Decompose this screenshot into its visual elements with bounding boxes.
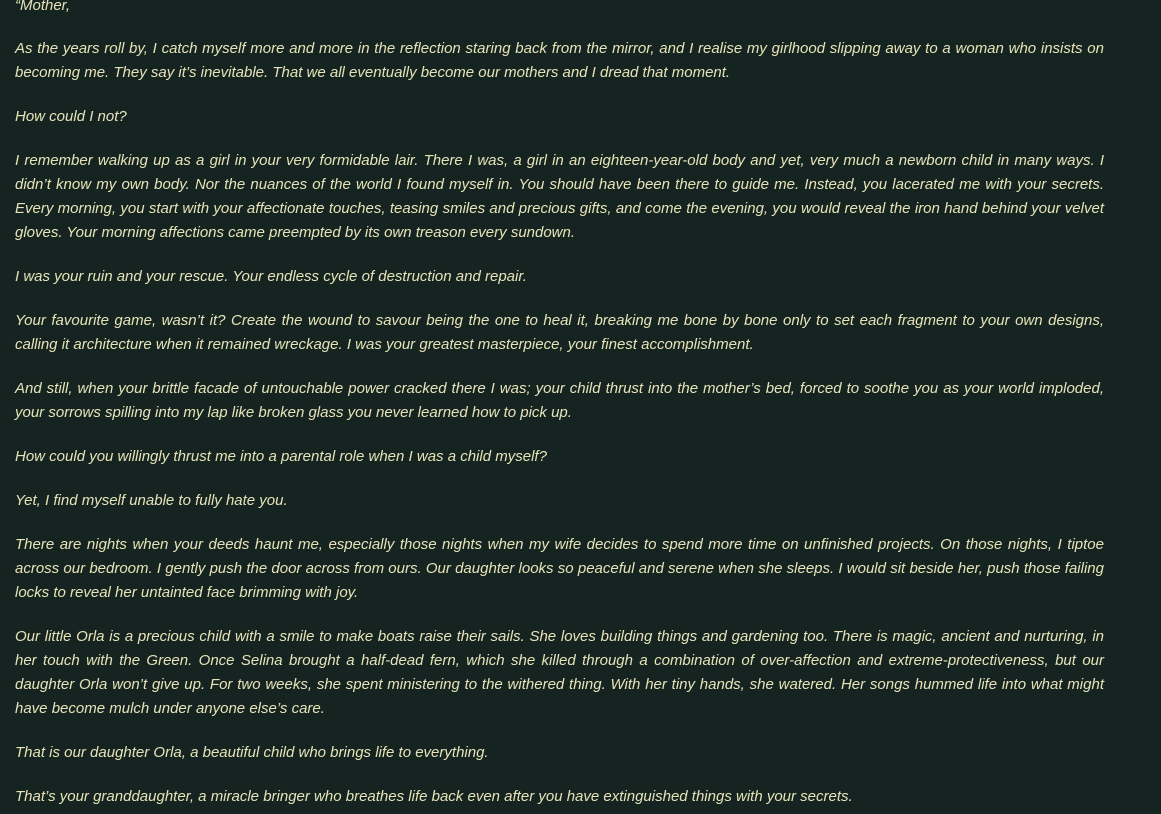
letter-paragraph-4: I was your ruin and your rescue. Your endless cycle of destruction and repair. [15,268,527,285]
letter-paragraph-6: And still, when your brittle facade of untouchable power cracked there I was; your child thrust into the mother’s bed, forced to soothe you as your world imploded, your sorrows spilling into my lap like broken glass you never learned how to pick up. [15,380,1104,421]
letter-paragraph-8: Yet, I find myself unable to fully hate you. [15,492,288,509]
letter-paragraph-10: Our little Orla is a precious child with a smile to make boats raise their sails. She loves building things and gardening too. There is magic, ancient and nurturing, in her touch with the Green. Once Selina brought a half-dead fern, which she killed through a combination of over-affection and extreme-protectiveness, but our daughter Orla won’t give up. For two weeks, she spent ministering to the withered thing. With her tiny hands, she watered. Her songs hummed life into what might have become mulch under anyone else’s care. [15,628,1104,717]
letter-paragraph-1: As the years roll by, I catch myself more and more in the reflection staring back from the mirror, and I realise my girlhood slipping away to a woman who insists on becoming me. They say it’s inevitable. That we all eventually become our mothers and I dread that moment. [15,40,1104,81]
letter-paragraph-5: Your favourite game, wasn’t it? Create the wound to savour being the one to heal it, breaking me bone by bone only to set each fragment to your own designs, calling it architecture when it remained wreckage. I was your greatest masterpiece, your finest accomplishment. [15,312,1104,353]
letter-paragraph-11: That is our daughter Orla, a beautiful child who brings life to everything. [15,744,489,761]
scroll-area-edge[interactable] [1157,0,1161,814]
letter-paragraph-2: How could I not? [15,108,127,125]
letter-paragraph-9: There are nights when your deeds haunt me, especially those nights when my wife decides to spend more time on unfinished projects. On those nights, I tiptoe across our bedroom. I gently push the door across from ours. Our daughter looks so peaceful and serene when she sleeps. I would sit beside her, push those failing locks to reveal her untainted face brimming with joy. [15,536,1104,601]
letter-paragraph-3: I remember walking up as a girl in your very formidable lair. There I was, a girl in an eighteen-year-old body and yet, very much a newborn child in many ways. I didn’t know my own body. Nor the nuances of the world I found myself in. You should have been there to guide me. Instead, you lacerated me with your secrets. Every morning, you start with your affectionate touches, teasing smiles and precious gifts, and come the evening, you would reveal the iron hand behind your velvet gloves. Your morning affections came preempted by its own treason every sundown. [15,152,1104,241]
letter-paragraph-12: That’s your granddaughter, a miracle bringer who breathes life back even after you have extinguished things with your secrets. [15,788,853,805]
letter-paragraph-7: How could you willingly thrust me into a parental role when I was a child myself? [15,448,547,465]
letter-body [15,0,1104,814]
letter-salutation: “Mother, [15,0,71,14]
